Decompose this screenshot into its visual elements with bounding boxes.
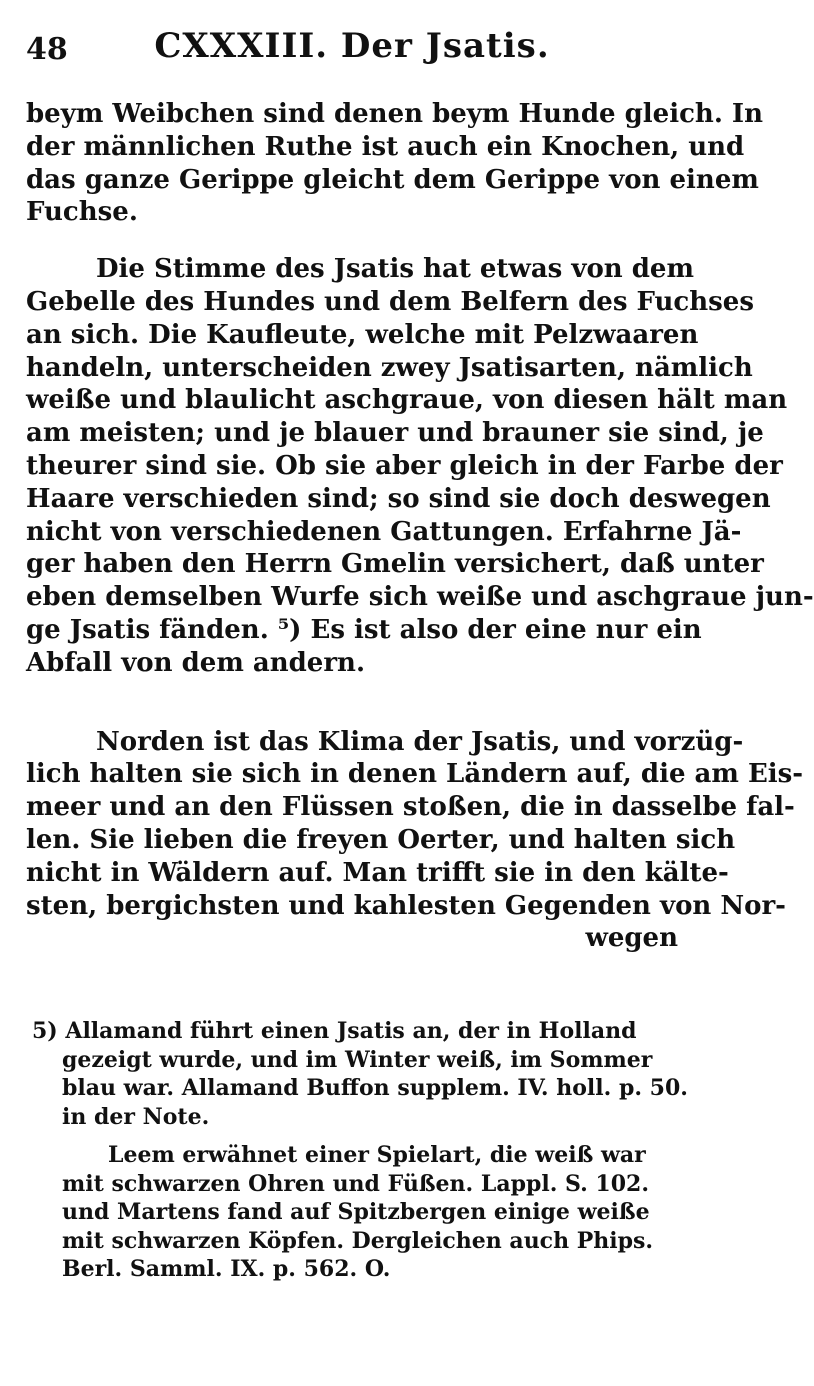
footnote-addendum	[62, 1141, 678, 1284]
text-line: ge Jsatis fänden. ⁵) Es ist also der eine nur ein	[26, 614, 702, 645]
text-line: am meisten; und je blauer und brauner sie sind, je	[26, 418, 764, 449]
text-line: meer und an den Flüssen stoßen, die in dasselbe fal-	[26, 792, 795, 823]
text-line: Fuchse.	[26, 197, 138, 228]
footnote-line: mit schwarzen Ohren und Füßen. Lappl. S. 102.	[62, 1170, 650, 1197]
text-line: beym Weibchen sind denen beym Hunde gleich. In	[26, 99, 763, 129]
text-line: an sich. Die Kaufleute, welche mit Pelzwaaren	[26, 319, 699, 350]
text-line: Die Stimme des Jsatis hat etwas von dem	[96, 254, 694, 285]
footnote-line: in der Note.	[62, 1103, 210, 1130]
page-number: 48	[26, 32, 68, 67]
text-line: lich halten sie sich in denen Ländern auf, die am Eis-	[26, 759, 804, 790]
footnote-line: 5) Allamand führt einen Jsatis an, der in Holland	[32, 1018, 637, 1045]
text-line: das ganze Gerippe gleicht dem Gerippe von einem	[26, 164, 759, 195]
footnote-line: und Martens fand auf Spitzbergen einige weiße	[62, 1199, 650, 1226]
footnote-5	[32, 1017, 688, 1131]
footnotes	[26, 1017, 688, 1284]
page-header	[26, 0, 678, 90]
footnote-line: gezeigt wurde, und im Winter weiß, im Sommer	[62, 1046, 653, 1073]
text-line: theurer sind sie. Ob sie aber gleich in der Farbe der	[26, 450, 783, 481]
text-line: eben demselben Wurfe sich weiße und aschgraue jun-	[26, 582, 814, 613]
footnote-line: Berl. Samml. IX. p. 562. O.	[62, 1256, 391, 1283]
text-line: handeln, unterscheiden zwey Jsatisarten, nämlich	[26, 352, 753, 383]
text-line: Norden ist das Klima der Jsatis, und vorzüg-	[96, 726, 744, 757]
footnote-line: Leem erwähnet einer Spielart, die weiß war	[108, 1142, 646, 1169]
text-line: len. Sie lieben die freyen Oerter, und halten sich	[26, 824, 736, 855]
paragraph-anatomy	[26, 98, 763, 229]
text-line: sten, bergichsten und kahlesten Gegenden von Nor-	[26, 890, 786, 921]
text-line: Haare verschieden sind; so sind sie doch deswegen	[26, 483, 771, 514]
text-line: nicht in Wäldern auf. Man trifft sie in den kälte-	[26, 857, 729, 888]
paragraph-habitat	[26, 726, 804, 956]
footnote-line: blau war. Allamand Buffon supplem. IV. holl. p. 50.	[62, 1075, 688, 1102]
text-line: ger haben den Herrn Gmelin versichert, daß unter	[26, 549, 764, 580]
catchword: wegen	[585, 923, 678, 954]
text-line: Gebelle des Hundes und dem Belfern des Fuchses	[26, 286, 754, 317]
running-title: CXXXIII. Der Jsatis.	[154, 26, 550, 66]
text-line: weiße und blaulicht aschgraue, von diesen hält man	[26, 385, 788, 416]
paragraph-voice-and-varieties	[26, 253, 814, 679]
body-text	[26, 98, 814, 955]
text-line: der männlichen Ruthe ist auch ein Knochen, und	[26, 131, 745, 162]
footnote-line: mit schwarzen Köpfen. Dergleichen auch Phips.	[62, 1227, 654, 1254]
text-line: Abfall von dem andern.	[26, 647, 366, 678]
text-line: nicht von verschiedenen Gattungen. Erfahrne Jä-	[26, 516, 742, 547]
